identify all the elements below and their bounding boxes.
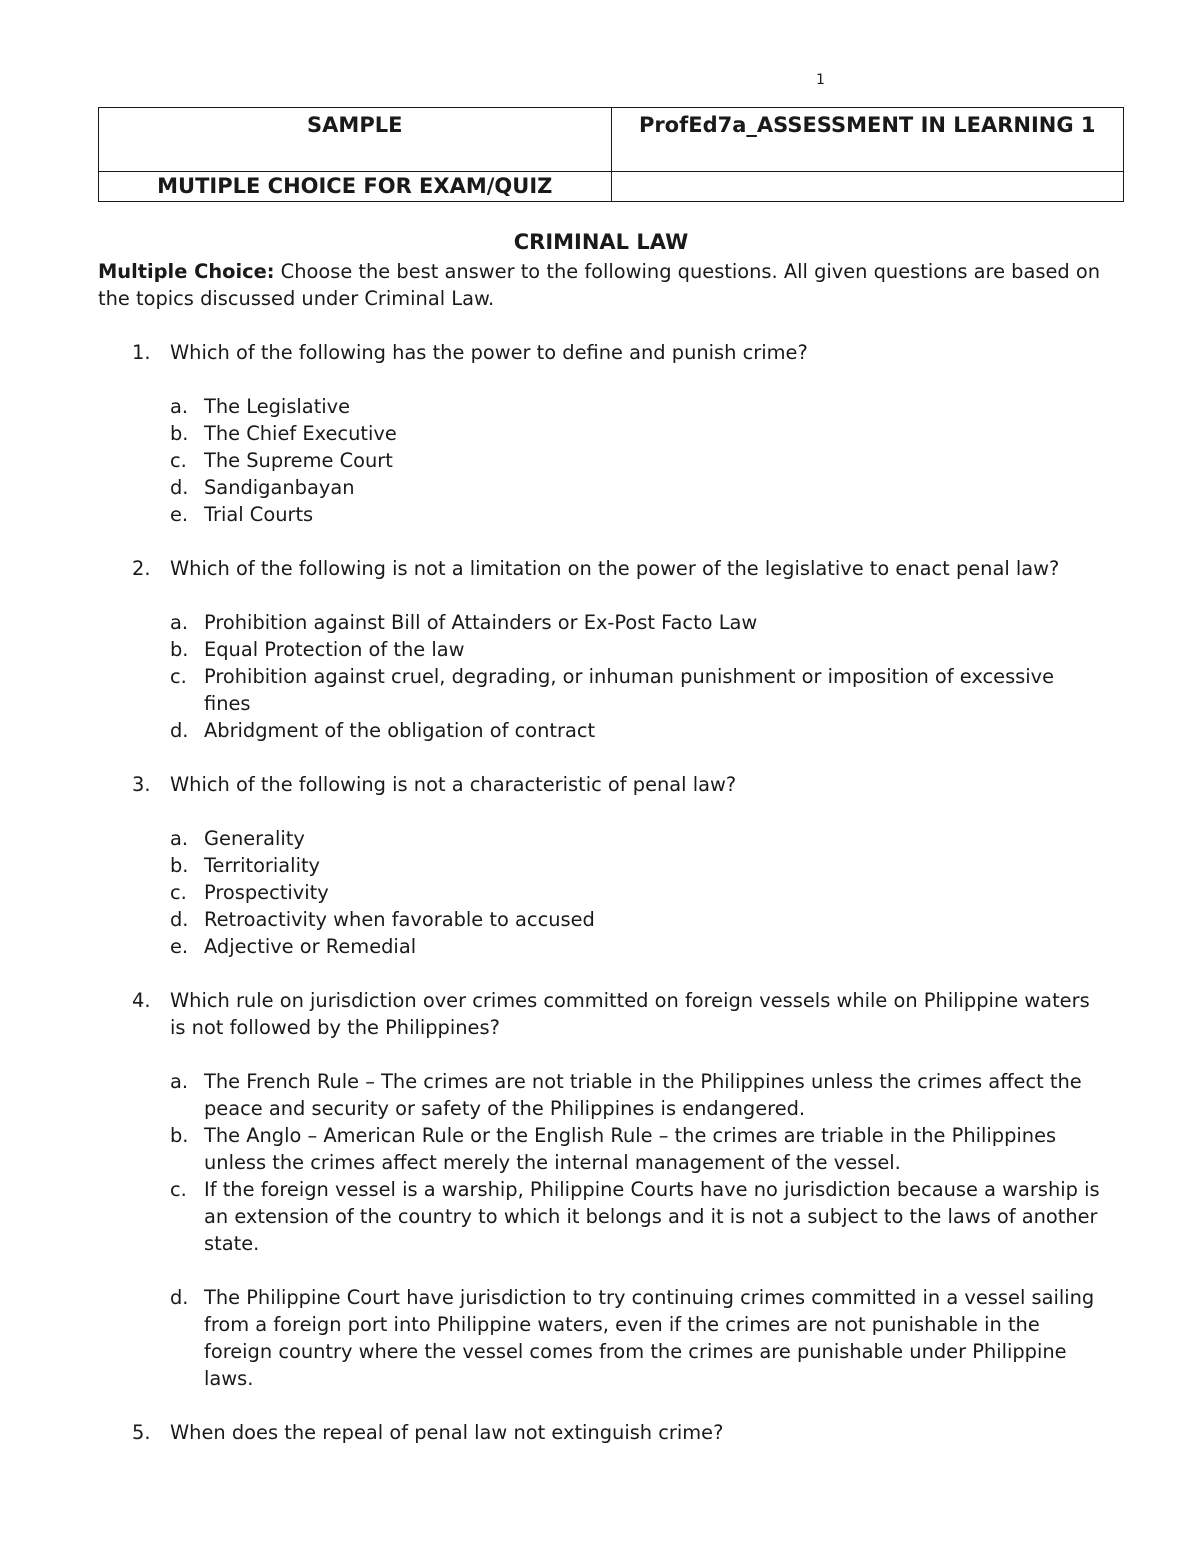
question-text: When does the repeal of penal law not extinguish crime? [170,1421,724,1444]
question-number: 1. [132,341,151,364]
option-item [170,933,1104,960]
options-list [170,825,1104,960]
option-item [170,474,1104,501]
question-number: 5. [132,1421,151,1444]
option-item [170,1284,1104,1392]
question-text: Which rule on jurisdiction over crimes committed on foreign vessels while on Philippine waters is not followed by the Philippines? [170,989,1090,1039]
question-text: Which of the following is not a limitation on the power of the legislative to enact penal law? [170,557,1060,580]
question-2 [98,555,1104,744]
option-letter: b. [170,638,189,661]
option-letter: e. [170,935,189,958]
option-text: The Supreme Court [204,449,393,472]
header-course-cell: ProfEd7a_ASSESSMENT IN LEARNING 1 [611,108,1124,172]
header-type-cell: MUTIPLE CHOICE FOR EXAM/QUIZ [99,172,612,202]
option-text: The Legislative [204,395,351,418]
option-item [170,825,1104,852]
option-item [170,393,1104,420]
question-number: 2. [132,557,151,580]
option-text: The Philippine Court have jurisdiction to try continuing crimes committed in a vessel sailing from a foreign port into Philippine waters, even if the crimes are not punishable in the foreign country where the vessel comes from the crimes are punishable under Philippine laws. [204,1286,1095,1390]
option-letter: d. [170,476,189,499]
option-item [170,879,1104,906]
option-item [170,852,1104,879]
option-letter: d. [170,908,189,931]
option-text: Retroactivity when favorable to accused [204,908,595,931]
option-letter: c. [170,449,187,472]
option-item [170,717,1104,744]
option-letter: c. [170,1178,187,1201]
option-letter: a. [170,827,189,850]
question-3 [98,771,1104,960]
option-text: Prospectivity [204,881,329,904]
option-letter: c. [170,881,187,904]
option-letter: a. [170,1070,189,1093]
header-table [98,107,1124,202]
instructions-text: Choose the best answer to the following questions. All given questions are based on the topics discussed under Criminal Law. [98,260,1101,310]
option-letter: a. [170,611,189,634]
option-text: Territoriality [204,854,321,877]
question-text: Which of the following has the power to define and punish crime? [170,341,808,364]
document-title: CRIMINAL LAW [513,230,689,254]
question-5 [98,1419,1104,1446]
instructions-label: Multiple Choice: [98,260,275,283]
options-list [170,1068,1104,1392]
option-text: Prohibition against cruel, degrading, or inhuman punishment or imposition of excessive fines [204,665,1055,715]
option-letter: a. [170,395,189,418]
option-text: Adjective or Remedial [204,935,417,958]
options-list [170,609,1104,744]
option-letter: b. [170,422,189,445]
header-blank-cell [611,172,1124,202]
instructions [98,258,1104,312]
question-1 [98,339,1104,528]
option-text: Sandiganbayan [204,476,355,499]
option-text: Prohibition against Bill of Attainders or Ex-Post Facto Law [204,611,758,634]
page-number: 1 [816,72,825,88]
option-item [170,1122,1104,1176]
option-item [170,420,1104,447]
option-item [170,663,1104,717]
option-item [170,1068,1104,1122]
option-item [170,609,1104,636]
options-list [170,393,1104,528]
option-letter: d. [170,719,189,742]
option-text: The Anglo – American Rule or the English Rule – the crimes are triable in the Philippines unless the crimes affect merely the internal management of the vessel. [204,1124,1057,1174]
option-letter: d. [170,1286,189,1309]
option-letter: b. [170,854,189,877]
option-text: Equal Protection of the law [204,638,465,661]
option-item [170,906,1104,933]
option-text: The French Rule – The crimes are not triable in the Philippines unless the crimes affect the peace and security or safety of the Philippines is endangered. [204,1070,1082,1120]
question-4 [98,987,1104,1392]
option-item [170,636,1104,663]
option-text: The Chief Executive [204,422,397,445]
option-item [170,447,1104,474]
option-text: Trial Courts [204,503,314,526]
document-body [98,258,1104,1446]
option-item [170,1176,1104,1257]
option-letter: b. [170,1124,189,1147]
question-number: 3. [132,773,151,796]
option-item [170,501,1104,528]
question-number: 4. [132,989,151,1012]
option-text: If the foreign vessel is a warship, Philippine Courts have no jurisdiction because a warship is an extension of the country to which it belongs and it is not a subject to the laws of another state. [204,1178,1100,1255]
option-text: Generality [204,827,305,850]
question-text: Which of the following is not a characteristic of penal law? [170,773,737,796]
option-text: Abridgment of the obligation of contract [204,719,596,742]
option-letter: e. [170,503,189,526]
header-sample-cell: SAMPLE [99,108,612,172]
option-letter: c. [170,665,187,688]
